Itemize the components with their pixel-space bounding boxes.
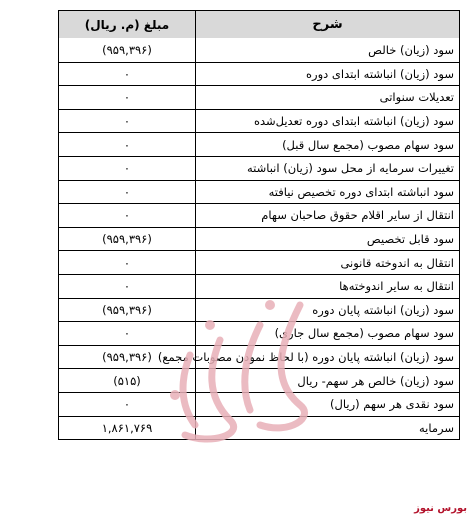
row-description: سود (زیان) انباشته ابتدای دوره: [195, 63, 459, 86]
row-amount: ۰: [123, 208, 131, 223]
row-amount: ۰: [123, 184, 131, 199]
table-row: [59, 250, 459, 274]
row-amount: (۵۱۵): [113, 373, 141, 388]
table-row: [59, 62, 459, 86]
table-row: [59, 156, 459, 180]
row-amount: ۱,۸۶۱,۷۶۹: [101, 420, 153, 435]
row-description: تغییرات سرمایه از محل سود (زیان) انباشته: [195, 157, 459, 180]
row-description: سرمایه: [195, 417, 459, 440]
row-description: تعدیلات سنواتی: [195, 86, 459, 109]
table-row: [59, 368, 459, 392]
row-amount: (۹۵۹,۳۹۶): [102, 350, 152, 365]
header-amount: مبلغ (م. ريال): [84, 17, 170, 32]
brand-logo-text: بورس نیوز: [414, 503, 467, 514]
table-row: [59, 392, 459, 416]
row-amount: ۰: [123, 397, 131, 412]
table-row: [59, 132, 459, 156]
row-description: سود (زیان) انباشته پایان دوره (با لحاظ نمودن مصوبات مجمع): [195, 346, 459, 369]
row-description: سود (زیان) انباشته ابتدای دوره تعدیل‌شده: [195, 110, 459, 133]
row-amount: ۰: [123, 161, 131, 176]
header-description: شرح: [195, 11, 459, 38]
row-description: سود انباشته ابتدای دوره تخصیص نیافته: [195, 181, 459, 204]
table-row: [59, 416, 459, 440]
row-description: انتقال به اندوخته قانونی: [195, 251, 459, 274]
row-amount: (۹۵۹,۳۹۶): [102, 302, 152, 317]
row-description: سود سهام مصوب (مجمع سال جاری): [195, 322, 459, 345]
row-amount: ۰: [123, 326, 131, 341]
row-description: سود نقدی هر سهم (ریال): [195, 393, 459, 416]
row-amount: ۰: [123, 90, 131, 105]
row-description: سود (زیان) خالص: [195, 38, 459, 62]
table-header-row: [59, 11, 459, 38]
table-row: [59, 203, 459, 227]
profit-loss-table: [58, 10, 460, 440]
row-description: سود قابل تخصیص: [195, 228, 459, 251]
row-amount: (۹۵۹,۳۹۶): [102, 42, 152, 57]
row-amount: ۰: [123, 137, 131, 152]
table-row: [59, 109, 459, 133]
table-row: [59, 321, 459, 345]
row-description: انتقال از سایر اقلام حقوق صاحبان سهام: [195, 204, 459, 227]
table-row: [59, 180, 459, 204]
row-description: سود سهام مصوب (مجمع سال قبل): [195, 133, 459, 156]
table-row: [59, 298, 459, 322]
row-amount: ۰: [123, 66, 131, 81]
table-row: [59, 38, 459, 62]
row-description: سود (زیان) خالص هر سهم- ریال: [195, 369, 459, 392]
row-amount: ۰: [123, 279, 131, 294]
table-row: [59, 345, 459, 369]
table-row: [59, 85, 459, 109]
row-amount: ۰: [123, 255, 131, 270]
row-description: سود (زیان) انباشته پایان دوره: [195, 299, 459, 322]
table-row: [59, 227, 459, 251]
table-row: [59, 274, 459, 298]
row-description: انتقال به سایر اندوخته‌ها: [195, 275, 459, 298]
row-amount: (۹۵۹,۳۹۶): [102, 232, 152, 247]
row-amount: ۰: [123, 114, 131, 129]
